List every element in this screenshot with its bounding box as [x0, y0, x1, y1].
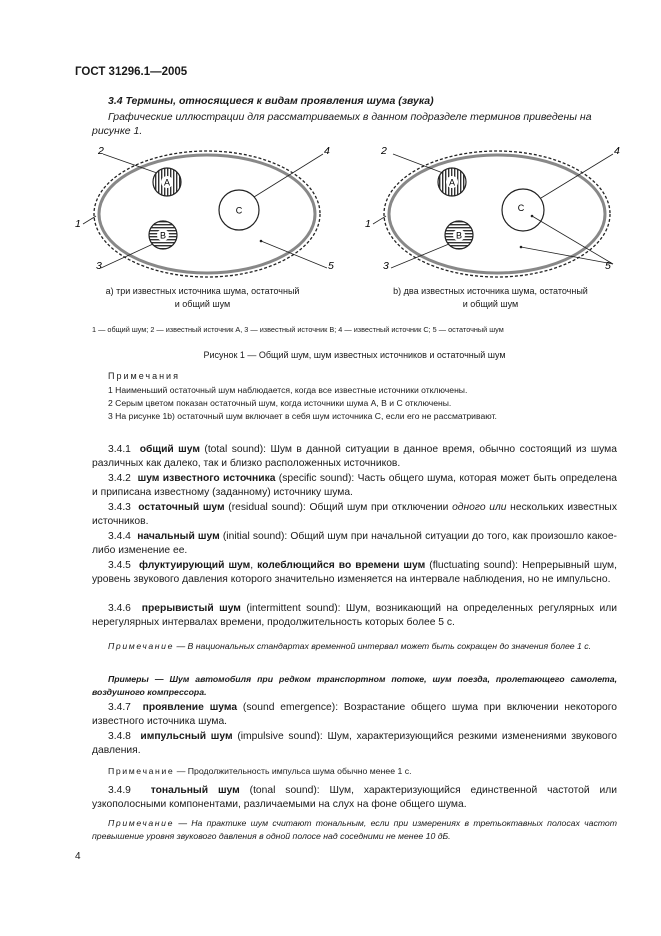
figure-a-diagram [65, 140, 335, 280]
figure-a-caption-line1: а) три известных источника шума, остаточный [105, 286, 300, 296]
term-name-alt: колеблющийся во времени шум [257, 560, 426, 571]
term-name: остаточный шум [138, 502, 225, 513]
source-b-label: B [455, 230, 463, 241]
term-name: прерывистый шум [141, 603, 241, 614]
callout-4: 4 [614, 145, 620, 157]
figure-b-diagram [355, 140, 625, 280]
figure-b-caption [378, 285, 603, 311]
section-intro: Графические иллюстрации для рассматриваемых в данном подразделе терминов приведены на рисунке 1. [92, 111, 592, 137]
note-3-4-8: Примечание — Продолжительность импульса шума обычно менее 1 с. [108, 766, 412, 776]
term-name: импульсный шум [140, 731, 233, 742]
term-3-4-7: 3.4.7 проявление шума (sound emergence): Возрастание общего шума при включении некоторого известного источника шума. [92, 702, 617, 728]
page-number: 4 [75, 851, 81, 862]
note-item: 1 Наименьший остаточный шум наблюдается, когда все известные источники отключены. [108, 385, 468, 395]
term-name: флуктуирующий шум [139, 560, 251, 571]
figure-a-caption [95, 285, 310, 311]
callout-1: 1 [75, 218, 81, 230]
figure-b-caption-line1: b) два известных источника шума, остаточный [393, 286, 588, 296]
callout-3: 3 [96, 260, 102, 272]
source-a-label: A [448, 177, 456, 188]
callout-5: 5 [605, 260, 611, 272]
term-3-4-3: 3.4.3 остаточный шум (residual sound): Общий шум при отключении одного или нескольких известных источников. [92, 502, 617, 528]
figure-title: Рисунок 1 — Общий шум, шум известных источников и остаточный шум [203, 350, 506, 360]
term-3-4-4: 3.4.4 начальный шум (initial sound): Общий шум при начальной ситуации до того, как произошло какое-либо изменение ее. [92, 531, 617, 557]
note-item: 3 На рисунке 1b) остаточный шум включает в себя шум источника С, если его не рассматривают. [108, 411, 497, 421]
term-3-4-6: 3.4.6 прерывистый шум (intermittent sound): Шум, возникающий на определенных регулярных или нерегулярных интервалах времени, продолжительность которых более 5 с. [92, 603, 617, 629]
term-name: начальный шум [137, 531, 220, 542]
callout-1: 1 [365, 218, 371, 230]
note-3-4-6: Примечание — В национальных стандартах временной интервал может быть сокращен до значения более 1 с. [108, 641, 592, 651]
term-3-4-2: 3.4.2 шум известного источника (specific sound): Часть общего шума, которая может быть определена и приписана известному (заданному) источнику шума. [92, 473, 618, 499]
document-header: ГОСТ 31296.1—2005 [75, 66, 188, 78]
figure-a-caption-line2: и общий шум [174, 299, 231, 309]
term-name: шум известного источника [137, 473, 276, 484]
notes-heading: Примечания [108, 371, 180, 381]
callout-2: 2 [98, 145, 104, 157]
term-3-4-9: 3.4.9 тональный шум (tonal sound): Шум, характеризующийся единственной частотой или узкополосными компонентами, различаемыми на слух на фоне общего шума. [92, 785, 617, 811]
section-title: 3.4 Термины, относящиеся к видам проявления шума (звука) [108, 95, 434, 107]
total-sound-outline [94, 151, 320, 277]
source-b-label: B [159, 230, 167, 241]
callout-5: 5 [328, 260, 334, 272]
source-a-label: A [163, 177, 171, 188]
callout-2: 2 [381, 145, 387, 157]
term-name: тональный шум [150, 785, 240, 796]
note-item: 2 Серым цветом показан остаточный шум, когда источники шума А, В и С отключены. [108, 398, 452, 408]
term-name: общий шум [139, 444, 200, 455]
term-3-4-1: 3.4.1 общий шум (total sound): Шум в данной ситуации в данное время, обычно состоящий из шума различных как далеко, так и близко расположенных источников. [92, 444, 617, 470]
term-3-4-5: 3.4.5 флуктуирующий шум, колеблющийся во времени шум (fluctuating sound): Непрерывный шум, уровень звукового давления которого значительно изменяется на интервале наблюдения, но не импульсно. [92, 560, 617, 586]
note-3-4-9: Примечание — На практике шум считают тональным, если при измерениях в третьоктавных полосах частот превышение уровня звукового давления в одной полосе над соседними не менее 10 дБ. [92, 818, 617, 841]
total-sound-outline [384, 151, 610, 277]
callout-3: 3 [383, 260, 389, 272]
term-3-4-8: 3.4.8 импульсный шум (impulsive sound): Шум, характеризующийся резкими изменениями звукового давления. [92, 731, 617, 757]
term-name: проявление шума [142, 702, 238, 713]
source-c-label: C [517, 203, 525, 213]
figure-b-caption-line2: и общий шум [462, 299, 519, 309]
callout-4: 4 [324, 145, 330, 157]
source-c-label: C [235, 205, 243, 216]
residual-sound-area [99, 155, 315, 273]
examples-3-4-6: Примеры — Шум автомобиля при редком транспортном потоке, шум поезда, пролетающего самолета, воздушного компрессора. [92, 674, 617, 697]
figure-legend: 1 — общий шум; 2 — известный источник А, 3 — известный источник В; 4 — известный источник С; 5 — остаточный шум [92, 325, 504, 334]
